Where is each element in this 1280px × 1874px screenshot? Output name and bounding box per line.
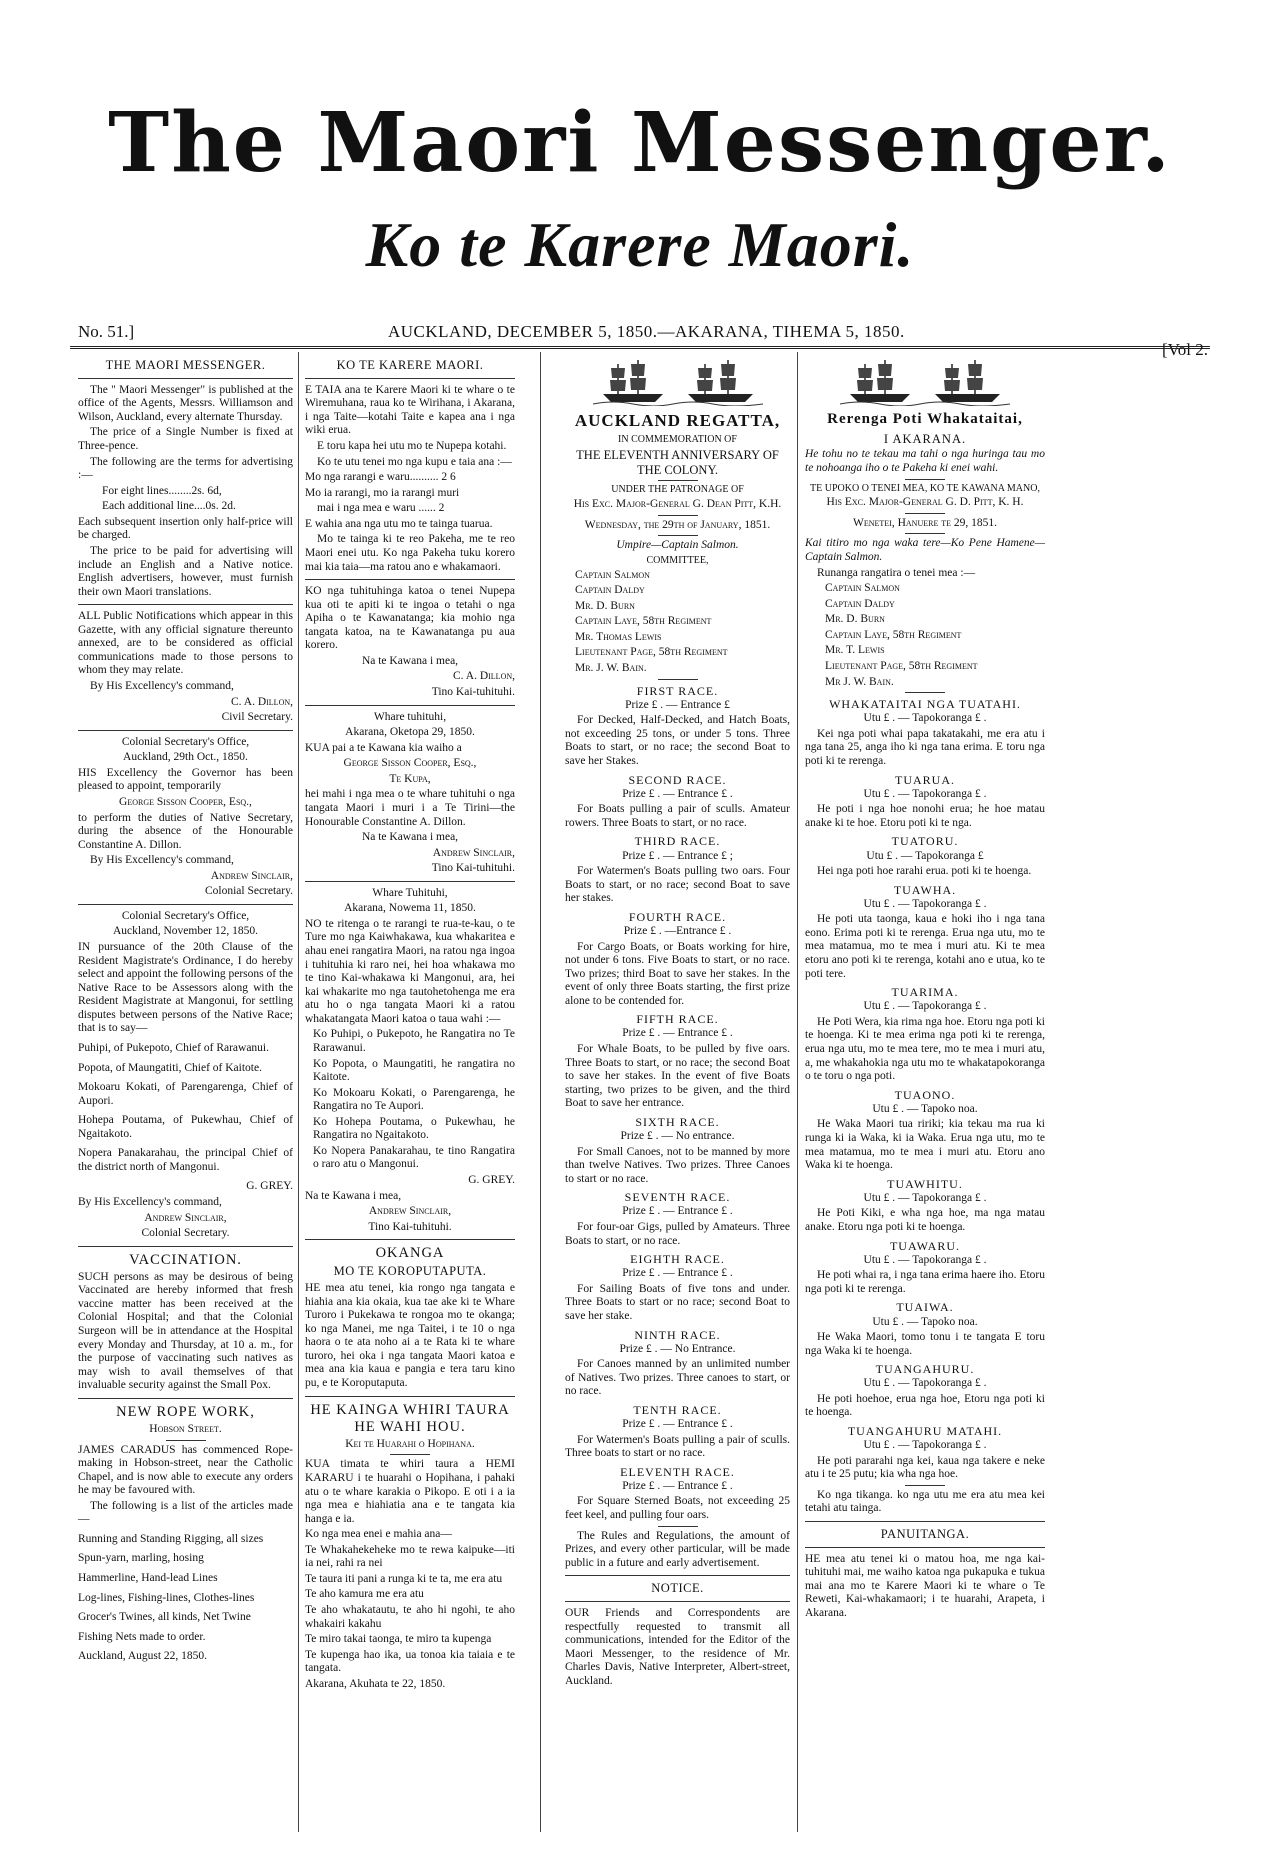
kainga-item: Te kupenga hao ika, ua tonoa kia taiaia e te tangata.	[305, 1648, 515, 1675]
race-prize: Prize £ . — Entrance £ ;	[622, 849, 733, 862]
race-block	[805, 1424, 1045, 1482]
regatta-rules: The Rules and Regulations, the amount of Prizes, and every other particular, will be made public in a future and early advertisement.	[565, 1529, 790, 1569]
col2-notice2-text2: hei mahi i nga mea o te whare tuhituhi o nga tangata Maori i muri i a Te Tirini—the Honourable Constantine A. Dillon.	[305, 788, 515, 828]
race-prize: Utu £ . — Tapoko noa.	[872, 1315, 978, 1328]
col2-notice2-office: Whare tuhituhi,	[373, 710, 447, 723]
kainga-item: Ko nga mea enei e mahia ana—	[305, 1528, 452, 1541]
race-text: Hei nga poti hoe rarahi erua. poti ki te hoenga.	[817, 865, 1032, 878]
col1-terms-line: Each additional line....0s. 2d.	[102, 500, 236, 513]
col1-notice3-sig: Andrew Sinclair,	[144, 1211, 227, 1224]
race-name: TUARUA.	[895, 772, 955, 787]
col1-notice2-by: By His Excellency's command,	[90, 854, 234, 867]
regatta-date: Wednesday, the 29th of January, 1851.	[584, 518, 771, 531]
divider	[905, 1485, 945, 1486]
assessor-item: Ko Nopera Panakarahau, te tino Rangatira o raro atu o Mangonui.	[313, 1144, 515, 1171]
col2-terms: Ko te utu tenei mo nga kupu e taia ana :—	[317, 455, 512, 468]
regatta-commemoration: IN COMMEMORATION OF	[618, 434, 737, 446]
okanga-heading: OKANGA	[375, 1245, 445, 1262]
divider	[305, 1396, 515, 1397]
column-divider	[298, 352, 299, 1832]
column-divider	[540, 352, 541, 1832]
col1-notice1-by: By His Excellency's command,	[90, 680, 234, 692]
col1-notice2-sig: Andrew Sinclair,	[210, 869, 293, 882]
okanga-text: HE mea atu tenei, kia rongo nga tangata e hiahia ana kia okaia, kua tae ake ki te Whare Turoro i Pukekawa te rongoa mo te okanga; ko nga Manei, me nga Taitei, i te 10 o nga haora o te ata noho ai a te Rata ki te whare turoro, hei oka i nga tangata Maori katoa e mea ana kia kaua e pangia e tera taru kino pu, e te Koroputaputa.	[305, 1282, 515, 1390]
rerenga-patron: His Exc. Major-General G. D. Pitt, K. H.	[826, 496, 1024, 509]
okanga-subheading: MO TE KOROPUTAPUTA.	[333, 1264, 487, 1279]
column-regatta-maori	[805, 356, 1045, 1836]
committee-member: Captain Salmon	[575, 568, 650, 581]
assessor-item: Hohepa Poutama, of Pukewhau, Chief of Ngaitakoto.	[78, 1114, 293, 1140]
col2-notice3-by: Na te Kawana i mea,	[305, 1189, 402, 1202]
issue-number: No. 51.]	[78, 322, 135, 341]
divider	[905, 513, 945, 514]
committee-member: Captain Daldy	[825, 597, 895, 610]
col2-notice2-role: Tino Kai-tuhituhi.	[431, 862, 515, 875]
column-divider	[797, 352, 798, 1832]
committee-member: Mr. D. Burn	[825, 613, 885, 626]
divider	[78, 604, 293, 605]
race-prize: Utu £ . — Tapokoranga £ .	[863, 1377, 987, 1390]
column-maori-notices	[305, 356, 515, 1836]
column-english-notices	[78, 356, 293, 1836]
rerenga-patronage: TE UPOKO O TENEI MEA, KO TE KAWANA MANO,	[810, 482, 1040, 494]
race-name: TUAWARU.	[889, 1238, 961, 1253]
race-text: He poti whai ra, i nga tana erima haere iho. Etoru nga poti ki te rerenga.	[805, 1269, 1045, 1295]
col2-notice3-sig: Andrew Sinclair,	[368, 1205, 452, 1218]
race-prize: Utu £ . — Tapokoranga £ .	[863, 1439, 987, 1452]
race-text: Kei nga poti whai papa takatakahi, me era atu i nga tana 25, anga iho ki nga tana erima. E toru nga poti ki te rerenga.	[805, 727, 1045, 767]
race-block	[565, 1190, 790, 1248]
race-text: He poti uta taonga, kaua e hoki iho i nga tana eono. Erima poti ki te rerenga. Erua nga utu, mo te mea matamua, mo te mea i muri atu. Ki te mea etoru ano poti ki te rerenga, kotahi ano e utua, ko te poti tere.	[805, 913, 1045, 980]
col1-intro: The " Maori Messenger" is published at the office of the Agents, Messrs. Williamson and Wilson, Auckland, every alternate Thursday.	[78, 383, 293, 423]
race-prize: Prize £ . — Entrance £ .	[622, 787, 733, 800]
col2-terms-line: E wahia ana nga utu mo te tainga tuarua.	[305, 517, 493, 530]
divider	[78, 730, 293, 731]
col2-notice2-name: George Sisson Cooper, Esq.,	[343, 757, 477, 770]
issue-date: AUCKLAND, DECEMBER 5, 1850.—AKARANA, TIHEMA 5, 1850.	[388, 322, 905, 341]
race-prize: Utu £ . — Tapokoranga £ .	[863, 1253, 987, 1266]
panuitanga-text: HE mea atu tenei ki o matou hoa, me nga kai-tuhituhi mai, me waiho katoa nga pukapuka e tukua mai ana mo te Karere Maori ki te whare o Te Reweti, Kai-whakamaori; i te huarahi, Arapeta, i Akarana.	[805, 1552, 1045, 1620]
committee-member: Mr. T. Lewis	[825, 644, 885, 657]
regatta-committee-label: COMMITTEE,	[646, 554, 709, 566]
race-prize: Prize £ . — Entrance £	[625, 698, 730, 711]
race-text: For Watermen's Boats pulling a pair of sculls. Three boats to start or no race.	[565, 1433, 790, 1460]
divider	[658, 515, 698, 516]
race-text: For Boats pulling a pair of sculls. Amateur rowers. Three Boats to start, or no race.	[565, 803, 790, 829]
race-prize: Prize £ . —Entrance £ .	[623, 924, 732, 937]
col2-notice2-sig: Andrew Sinclair,	[432, 846, 515, 859]
assessor-item: Ko Mokoaru Kokati, o Parengarenga, he Rangatira no Te Aupori.	[313, 1086, 515, 1113]
race-prize: Prize £ . — Entrance £ .	[622, 1418, 733, 1431]
rerenga-committee-label: Runanga rangatira o tenei mea :—	[817, 566, 976, 579]
notice-heading: NOTICE.	[651, 1581, 704, 1596]
race-text: He poti pararahi nga kei, kaua nga takere e neke atu i te 25 putu; kia wha nga hoe.	[805, 1454, 1045, 1481]
col2-notice3-grey: G. GREY.	[468, 1174, 515, 1186]
assessor-item: Ko Puhipi, o Pukepoto, he Rangatira no Te Rarawanui.	[313, 1028, 515, 1054]
rerenga-subheading: I AKARANA.	[883, 431, 967, 446]
race-name: SECOND RACE.	[628, 772, 727, 787]
race-name: TUAIWA.	[896, 1300, 954, 1315]
divider	[78, 1246, 293, 1247]
rerenga-date: Wenetei, Hanuere te 29, 1851.	[853, 516, 997, 529]
col1-notice1-role: Civil Secretary.	[221, 711, 293, 724]
rope-item: Fishing Nets made to order.	[78, 1630, 206, 1643]
col2-notice2-name2: Te Kupa,	[389, 772, 431, 785]
col1-heading: THE MAORI MESSENGER.	[105, 358, 266, 372]
col2-intro: E TAIA ana te Karere Maori ki te whare o te Wiremuhana, raua ko te Wirihana, i Akarana, i nga Taite—kotahi Taite e kapea ana i nga wiki erua.	[305, 383, 515, 437]
kainga-item: Te miro takai taonga, te miro ta kupenga	[305, 1633, 492, 1646]
race-name: ELEVENTH RACE.	[620, 1464, 735, 1479]
race-text: He Waka Maori tua ririki; kia tekau ma rua ki runga ki ia Waka, ki ia Waka. Erua nga utu, mo te mea matamua, mo te mea i muri atu. Etoru ano Waka ki te hoenga.	[805, 1118, 1045, 1172]
kainga-item: Te aho whakatautu, te aho hi ngohi, te aho whakairi kakahu	[305, 1604, 515, 1630]
rope-work-text: JAMES CARADUS has commenced Rope-making in Hobson-street, near the Catholic Chapel, and is now able to execute any orders he may be favoured with.	[78, 1443, 293, 1497]
race-prize: Prize £ . — Entrance £ .	[622, 1479, 733, 1492]
race-block	[805, 985, 1045, 1084]
col1-price: The price of a Single Number is fixed at Three-pence.	[78, 426, 293, 452]
race-block	[805, 1088, 1045, 1173]
col1-notice3-grey: G. GREY.	[246, 1180, 293, 1193]
col1-notice2-text: HIS Excellency the Governor has been pleased to appoint, temporarily	[78, 766, 293, 793]
col1-terms-line: For eight lines........2s. 6d,	[102, 484, 222, 497]
race-text: For four-oar Gigs, pulled by Amateurs. Three Boats to start, or no race.	[565, 1220, 790, 1247]
col2-notice1-by: Na te Kawana i mea,	[361, 654, 459, 667]
divider	[805, 1521, 1045, 1522]
rope-item: Hammerline, Hand-lead Lines	[78, 1572, 218, 1585]
divider	[658, 1526, 698, 1527]
divider	[78, 378, 293, 379]
col1-notice3-by: By His Excellency's command,	[78, 1196, 222, 1208]
race-text: For Whale Boats, to be pulled by five oars. Three Boats to start, or no race; the second Boat to save her stakes. In the event of five Boats starting, two prizes to be given, and the third Boat to save her entrance.	[565, 1043, 790, 1110]
race-prize: Utu £ . — Tapokoranga £	[866, 849, 984, 862]
committee-member: Captain Daldy	[575, 584, 645, 597]
col2-pakeha: Mo te tainga ki te reo Pakeha, me te reo Maori enei utu. Ko nga Pakeha tuku korero mai kia taia—ma ratou ano e whakamaori.	[305, 533, 515, 573]
race-block	[565, 1328, 790, 1399]
committee-member: Captain Salmon	[825, 582, 900, 595]
col2-notice1-sig: C. A. Dillon,	[452, 670, 515, 683]
ships-illustration-icon	[840, 358, 1010, 406]
divider	[78, 1398, 293, 1399]
col2-terms-line: Mo ia rarangi, mo ia rarangi muri	[305, 486, 460, 499]
race-text: For Watermen's Boats pulling two oars. Four Boats to start, or no race; second Boat to save her stakes.	[565, 865, 790, 905]
race-name: WHAKATAITAI NGA TUATAHI.	[829, 697, 1021, 712]
race-block	[565, 1115, 790, 1186]
committee-member: Mr. Thomas Lewis	[575, 630, 662, 643]
race-block	[565, 910, 790, 1009]
race-block	[565, 834, 790, 905]
divider	[658, 679, 698, 680]
race-name: TUAWHA.	[893, 882, 957, 897]
rope-work-street: Hobson Street.	[149, 1422, 222, 1435]
col2-terms-line: Mo nga rarangi e waru.......... 2 6	[305, 471, 456, 484]
rope-item: Spun-yarn, marling, hosing	[78, 1552, 204, 1565]
vaccination-text: SUCH persons as may be desirous of being Vaccinated are hereby informed that fresh vaccine matter has been received at the Colonial Hospital; and that the Colonial Surgeon will be in attendance at the Hospital every Monday and Thursday, at 10 a. m., for the purpose of vaccinating such natives as may wish to avail themselves of that invaluable security against the Small Pox.	[78, 1270, 293, 1392]
vaccination-heading: VACCINATION.	[129, 1251, 242, 1268]
divider	[565, 1601, 790, 1602]
kainga-heading: HE KAINGA WHIRI TAURA HE WAHI HOU.	[310, 1401, 510, 1435]
race-name: THIRD RACE.	[634, 834, 721, 849]
assessor-item: Ko Hohepa Poutama, o Pukewhau, he Rangatira no Ngaitakoto.	[313, 1115, 515, 1142]
col1-subsequent: Each subsequent insertion only half-price will be charged.	[78, 515, 293, 542]
race-block	[565, 1012, 790, 1111]
divider	[565, 1575, 790, 1576]
rerenga-rules: Ko nga tikanga. ko nga utu me era atu mea kei tetahi atu tainga.	[805, 1488, 1045, 1515]
col2-terms-line: mai i nga mea e waru ...... 2	[317, 502, 445, 515]
race-text: For Decked, Half-Decked, and Hatch Boats, not exceeding 25 tons, or under 5 tons. Three Boats to start, or no race; the second Boat to save her Stakes.	[565, 714, 790, 767]
kainga-item: Te aho kamura me era atu	[305, 1588, 424, 1601]
regatta-patron: His Exc. Major-General G. Dean Pitt, K.H.	[573, 498, 782, 511]
kainga-date: Akarana, Akuhata te 22, 1850.	[305, 1677, 446, 1690]
volume-number: [Vol 2.	[1162, 340, 1208, 359]
race-name: FIRST RACE.	[636, 683, 719, 698]
divider	[658, 480, 698, 481]
race-prize: Prize £ . — Entrance £ .	[622, 1205, 733, 1218]
col1-notice2-date: Auckland, 29th Oct., 1850.	[123, 751, 248, 764]
race-block	[565, 1465, 790, 1523]
divider	[905, 692, 945, 693]
divider	[305, 579, 515, 580]
divider	[805, 1547, 1045, 1548]
column-regatta-english	[565, 356, 790, 1836]
rerenga-umpire: Kai titiro mo nga waka tere—Ko Pene Hamene—Captain Salmon.	[805, 537, 1045, 564]
race-name: EIGHTH RACE.	[630, 1252, 725, 1267]
race-text: For Sailing Boats of five tons and under. Three Boats to start or no race; second Boat to save her stake.	[565, 1282, 790, 1322]
col2-notice3-role: Tino Kai-tuhituhi.	[368, 1220, 452, 1233]
assessor-item: Popota, of Maungatiti, Chief of Kaitote.	[78, 1061, 262, 1074]
rope-work-date: Auckland, August 22, 1850.	[78, 1650, 208, 1663]
race-text: He Waka Maori, tomo tonu i te tangata E toru nga Waka ki te hoenga.	[805, 1331, 1045, 1357]
race-block	[805, 697, 1045, 768]
col1-notice3-date: Auckland, November 12, 1850.	[113, 925, 258, 938]
divider	[305, 378, 515, 379]
col1-notice2-role: Colonial Secretary.	[204, 885, 293, 898]
regatta-patronage: UNDER THE PATRONAGE OF	[611, 484, 744, 496]
col2-notice2-text: KUA pai a te Kawana kia waiho a	[305, 741, 462, 754]
race-block	[565, 1403, 790, 1461]
divider	[305, 881, 515, 882]
race-text: For Small Canoes, not to be manned by more than twelve Natives. Two prizes. Three Canoes to start or no race.	[565, 1145, 790, 1185]
notice-text: OUR Friends and Correspondents are respectfully requested to transmit all communications, intended for the Editor of the Maori Messenger, to the residence of Mr. Charles Davis, Native Interpreter, Albert-street, Auckland.	[565, 1607, 790, 1687]
rerenga-heading: Rerenga Poti Whakataitai,	[827, 411, 1023, 427]
col1-notice3-role: Colonial Secretary.	[141, 1227, 230, 1240]
committee-member: Lieutenant Page, 58th Regiment	[575, 646, 728, 659]
dateline	[78, 322, 1208, 359]
col2-notice3-office: Whare Tuhituhi,	[372, 886, 448, 899]
race-prize: Utu £ . — Tapoko noa.	[872, 1102, 978, 1115]
race-text: For Square Sterned Boats, not exceeding 25 feet keel, and pulling four oars.	[565, 1495, 790, 1522]
assessor-item: Mokoaru Kokati, of Parengarenga, Chief of Aupori.	[78, 1081, 293, 1107]
race-block	[565, 773, 790, 831]
race-prize: Prize £ . — No Entrance.	[619, 1342, 736, 1355]
race-prize: Utu £ . — Tapokoranga £ .	[863, 897, 987, 910]
divider	[905, 479, 945, 480]
col2-notice3-date: Akarana, Nowema 11, 1850.	[344, 902, 476, 915]
col1-notice2-text2: to perform the duties of Native Secretary, during the absence of the Honourable Constantine A. Dillon.	[78, 811, 293, 851]
col1-notice1: ALL Public Notifications which appear in this Gazette, with any official signature thereunto annexed, are to be considered as official communications made to those persons to whom they may relate.	[78, 610, 293, 677]
rope-item: Running and Standing Rigging, all sizes	[78, 1532, 264, 1545]
rope-item: Log-lines, Fishing-lines, Clothes-lines	[78, 1591, 255, 1604]
race-block	[805, 773, 1045, 831]
rerenga-intro: He tohu no te tekau ma tahi o nga huringa tau mo te nohoanga iho o te Pakeha ki enei wahi.	[805, 448, 1045, 474]
col2-notice2-date: Akarana, Oketopa 29, 1850.	[345, 726, 475, 739]
divider	[78, 904, 293, 905]
regatta-umpire: Umpire—Captain Salmon.	[616, 539, 739, 552]
committee-member: Captain Laye, 58th Regiment	[825, 628, 962, 641]
race-prize: Prize £ . — No entrance.	[620, 1130, 735, 1142]
race-name: SIXTH RACE.	[635, 1114, 720, 1129]
divider	[305, 1239, 515, 1240]
race-name: SEVENTH RACE.	[624, 1190, 731, 1205]
assessor-item: Nopera Panakarahau, the principal Chief of the district north of Mangonui.	[78, 1147, 293, 1173]
race-name: TENTH RACE.	[633, 1402, 722, 1417]
col2-heading: KO TE KARERE MAORI.	[336, 358, 484, 372]
col2-notice1: KO nga tuhituhinga katoa o tenei Nupepa kua oti te apiti ki te ingoa o tetahi o nga Apiha o te Kawanatanga; kia mohio nga tangata katoa, na te Kawanatanga pu aua korero.	[305, 585, 515, 652]
divider	[658, 535, 698, 536]
assessor-item: Ko Popota, o Maungatiti, he rangatira no Kaitote.	[313, 1057, 515, 1084]
race-block	[805, 834, 1045, 878]
race-text: He poti i nga hoe nonohi erua; he hoe matau anake ki te hoe. Etoru poti ki te nga.	[805, 803, 1045, 829]
race-prize: Utu £ . — Tapokoranga £ .	[863, 787, 987, 800]
race-block	[565, 684, 790, 769]
masthead-title-english: The Maori Messenger.	[108, 95, 1172, 191]
race-text: For Canoes manned by an unlimited number of Natives. Two prizes. Three canoes to start, or no race.	[565, 1358, 790, 1398]
col2-notice1-role: Tino Kai-tuhituhi.	[431, 686, 515, 698]
col1-notice3-text: IN pursuance of the 20th Clause of the Resident Magistrate's Ordinance, I do hereby select and appoint the following persons of the Native Race to be Assessors along with the Resident Magistrate at Mangonui, for settling disputes between persons of the Native Race; that is to say—	[78, 941, 293, 1035]
masthead-rule	[70, 346, 1210, 349]
rope-item: Grocer's Twines, all kinds, Net Twine	[78, 1611, 251, 1624]
committee-member: Mr. D. Burn	[575, 599, 635, 612]
race-text: He Poti Kiki, e wha nga hoe, ma nga matau anake. Etoru nga poti ki te hoenga.	[805, 1207, 1045, 1233]
kainga-item: Te Whakahekeheke mo te rewa kaipuke—iti ia nei, rahi ra nei	[305, 1543, 515, 1570]
race-name: TUARIMA.	[891, 985, 959, 1000]
col2-price: E toru kapa hei utu mo te Nupepa kotahi.	[317, 440, 507, 452]
race-name: TUANGAHURU.	[875, 1362, 975, 1377]
race-block	[805, 883, 1045, 982]
col1-terms: The following are the terms for advertising :—	[78, 455, 293, 482]
kainga-text: KUA timata te whiri taura a HEMI KARARU i te huarahi o Hopihana, i pahaki atu o te whare karakia o Pikopo. E oti i a ia nga mea e hiahiatia ana e te tangata kia hanga e ia.	[305, 1458, 515, 1525]
race-block	[805, 1300, 1045, 1358]
ships-illustration-icon	[593, 358, 763, 406]
race-prize: Prize £ . — Entrance £ .	[622, 1027, 733, 1040]
col2-notice2-by: Na te Kawana i mea,	[361, 831, 459, 844]
col1-price-paid: The price to be paid for advertising will include an English and a Native notice. English advertisers, however, must furnish their own Maori translations.	[78, 544, 293, 598]
race-prize: Prize £ . — Entrance £ .	[622, 1267, 733, 1280]
committee-member: Lieutenant Page, 58th Regiment	[825, 659, 978, 672]
race-block	[805, 1177, 1045, 1235]
committee-member: Captain Laye, 58th Regiment	[575, 615, 712, 628]
race-text: He poti hoehoe, erua nga hoe, Etoru nga poti ki te hoenga.	[805, 1392, 1045, 1419]
col1-notice3-office: Colonial Secretary's Office,	[121, 909, 250, 922]
race-name: FOURTH RACE.	[628, 909, 727, 924]
race-text: For Cargo Boats, or Boats working for hire, not under 6 tons. Five Boats to start, or no race. Two prizes; third Boat to save her stakes. In the event of only three Boats starting, the first prize alone to be contended for.	[565, 940, 790, 1007]
race-name: NINTH RACE.	[634, 1327, 721, 1342]
race-block	[805, 1362, 1045, 1420]
race-block	[805, 1239, 1045, 1297]
committee-member: Mr J. W. Bain.	[825, 675, 894, 688]
col2-notice3-text: NO te ritenga o te rarangi te rua-te-kau, o te Ture mo nga Kaiwhakawa, kua whakaritea e ahau enei rangatira Maori, na ratou nga ingoa i tuhituhia ki raro nei, hei hoa whakawa mo te tino Kai-whakawa ki Mangonui, ara, hei kai whakarite mo nga tautohetohenga me era atu ho o nga tangata Maori ki a ratou whakatangata Maori katoa o taua wahi :—	[305, 917, 515, 1025]
kainga-street: Kei te Huarahi o Hopihana.	[345, 1437, 475, 1450]
assessor-item: Puhipi, of Pukepoto, Chief of Rarawanui.	[78, 1041, 270, 1054]
divider	[305, 705, 515, 706]
committee-member: Mr. J. W. Bain.	[575, 662, 647, 674]
divider	[905, 533, 945, 534]
col1-notice2-office: Colonial Secretary's Office,	[121, 735, 250, 748]
rope-work-heading: NEW ROPE WORK,	[116, 1403, 255, 1420]
race-block	[565, 1252, 790, 1323]
masthead-title-maori: Ko te Karere Maori.	[365, 209, 915, 280]
race-prize: Utu £ . — Tapokoranga £ .	[863, 1191, 987, 1204]
race-name: TUAONO.	[894, 1087, 956, 1102]
race-name: TUAWHITU.	[887, 1176, 963, 1191]
panuitanga-heading: PANUITANGA.	[880, 1527, 970, 1542]
divider	[166, 1440, 206, 1441]
race-text: He Poti Wera, kia rima nga hoe. Etoru nga poti ki te hoenga. Ki te mea erima nga poti ki te rerenga, erua nga utu, mo te mea tere, mo te mea i muri atu, a, me whakahokia nga utu mo te whakatapokoranga o te toru o nga poti.	[805, 1015, 1045, 1083]
col1-notice1-sig: C. A. Dillon,	[230, 695, 293, 708]
race-prize: Utu £ . — Tapokoranga £ .	[863, 712, 987, 725]
kainga-item: Te taura iti pani a runga ki te ta, me era atu	[305, 1572, 503, 1585]
regatta-heading: AUCKLAND REGATTA,	[574, 411, 781, 430]
race-name: TUATORU.	[891, 834, 959, 849]
race-prize: Utu £ . — Tapokoranga £ .	[863, 1000, 987, 1013]
race-name: FIFTH RACE.	[636, 1012, 719, 1027]
race-name: TUANGAHURU MATAHI.	[847, 1424, 1003, 1439]
rope-work-list-intro: The following is a list of the articles made—	[78, 1499, 293, 1526]
regatta-anniversary: THE ELEVENTH ANNIVERSARY OF THE COLONY.	[576, 447, 779, 477]
col1-notice2-name: George Sisson Cooper, Esq.,	[119, 795, 252, 808]
divider	[390, 1454, 430, 1455]
